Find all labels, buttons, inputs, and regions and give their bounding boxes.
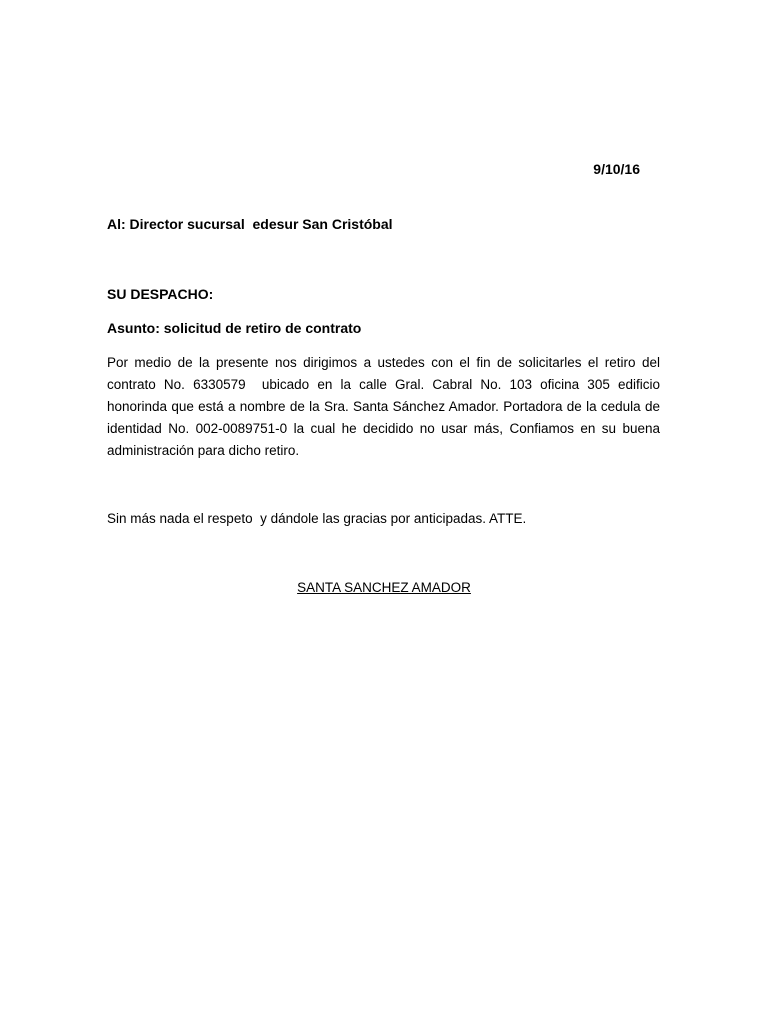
letter-closing: Sin más nada el respeto y dándole las gracias por anticipadas. ATTE. — [107, 511, 527, 526]
letter-body: Por medio de la presente nos dirigimos a ustedes con el fin de solicitarles el retiro del contrato No. 6330579 ubicado en la calle Gral. Cabral No. 103 oficina 305 edificio honorinda que está a nombre de la Sra. Santa Sánchez Amador. Portadora de la cedula de identidad No. 002-0089751-0 la cual he decidido no usar más, Confiamos en su buena administración para dicho retiro. — [107, 355, 664, 458]
letter-date: 9/10/16 — [593, 161, 640, 177]
letter-subject: Asunto: solicitud de retiro de contrato — [107, 320, 362, 336]
letter-addressee: Al: Director sucursal edesur San Cristóbal — [107, 216, 393, 232]
letter-salutation: SU DESPACHO: — [107, 286, 214, 302]
signature-name: SANTA SANCHEZ AMADOR — [297, 580, 471, 595]
